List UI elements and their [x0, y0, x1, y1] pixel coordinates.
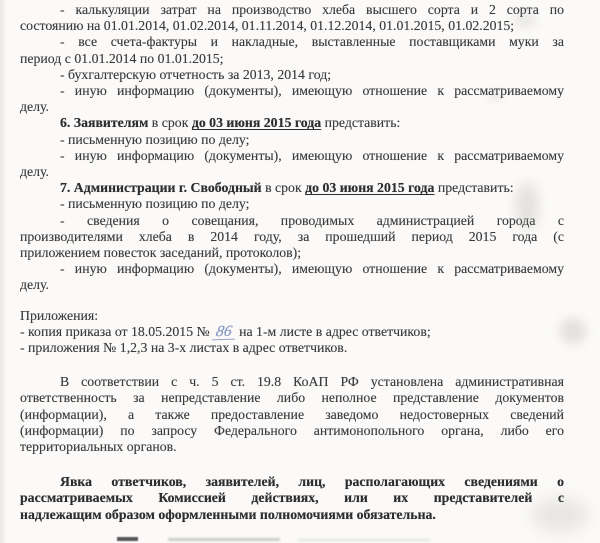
text-segment: в срок [261, 180, 306, 196]
text-line: - иную информацию (документы), имеющую отношение к рассматриваемому [60, 261, 564, 277]
text-line [20, 115, 564, 131]
text-segment: в срок [148, 115, 192, 131]
text-segment: - копия приказа от 18.05.2015 № [20, 323, 214, 339]
text-segment: на 1-м листе в адрес ответчиков; [235, 323, 431, 339]
text-line [20, 180, 564, 196]
text-line: - иную информацию (документы), имеющую отношение к рассматриваемому [60, 147, 564, 163]
text-line: ответственность за непредставление либо неполное представление документов [20, 390, 564, 406]
cutoff-text-fragment [168, 538, 280, 541]
text-line: состоянию на 01.01.2014, 01.02.2014, 01.11.2014, 01.12.2014, 01.01.2015, 01.02.2015; [20, 18, 515, 34]
text-line: - письменную позицию по делу; [60, 131, 250, 147]
text-line: - письменную позицию по делу; [60, 196, 250, 212]
cutoff-text-fragment [298, 539, 430, 541]
text-line: - бухгалтерскую отчетность за 2013, 2014 год; [60, 66, 332, 82]
text-line: делу. [20, 277, 49, 293]
text-line: рассматриваемых Комиссией действиях, или их представителей с [20, 490, 564, 506]
text-line: Приложения: [20, 307, 99, 323]
text-line: производителями хлеба в 2014 году, за прошедший период 2015 года (с [20, 228, 564, 244]
text-line: надлежащим образом оформленными полномочиями обязательна. [20, 506, 436, 522]
text-line [20, 324, 564, 340]
text-line: - все счета-фактуры и накладные, выставленные поставщиками муки за [60, 34, 564, 50]
cutoff-text-fragment [117, 537, 138, 541]
text-segment: представить: [434, 180, 514, 196]
text-line: - приложения № 1,2,3 на 3-х листах в адрес ответчиков. [20, 340, 348, 356]
text-line: В соответствии с ч. 5 ст. 19.8 КоАП РФ установлена административная [60, 374, 564, 390]
text-line: (информации), а также предоставление заведомо недостоверных сведений [20, 406, 564, 422]
deadline-underlined-text: до 03 июня 2015 года [305, 180, 435, 196]
text-line: - иную информацию (документы), имеющую отношение к рассматриваемому [60, 83, 564, 99]
bold-heading-segment: 6. Заявителям [60, 115, 149, 131]
text-line: (информации) по запросу Федерального антимонопольного органа, либо его [20, 422, 564, 438]
deadline-underlined-text: до 03 июня 2015 года [191, 115, 322, 131]
text-line: приложением повесток заседаний, протоколов); [20, 245, 302, 261]
text-line: период с 01.01.2014 по 01.01.2015; [20, 50, 224, 66]
text-line: Явка ответчиков, заявителей, лиц, располагающих сведениями о [60, 474, 564, 490]
text-segment: представить: [321, 115, 401, 131]
text-line: - сведения о совещания, проводимых администрацией города с [60, 212, 564, 228]
text-line: - калькуляции затрат на производство хлеба высшего сорта и 2 сорта по [60, 2, 564, 17]
text-line: территориальных органов. [20, 439, 177, 455]
handwritten-number: 86 [212, 325, 237, 340]
text-line: делу. [20, 99, 49, 115]
bold-heading-segment: 7. Администрации г. Свободный [60, 180, 262, 196]
text-line: делу. [20, 164, 49, 180]
